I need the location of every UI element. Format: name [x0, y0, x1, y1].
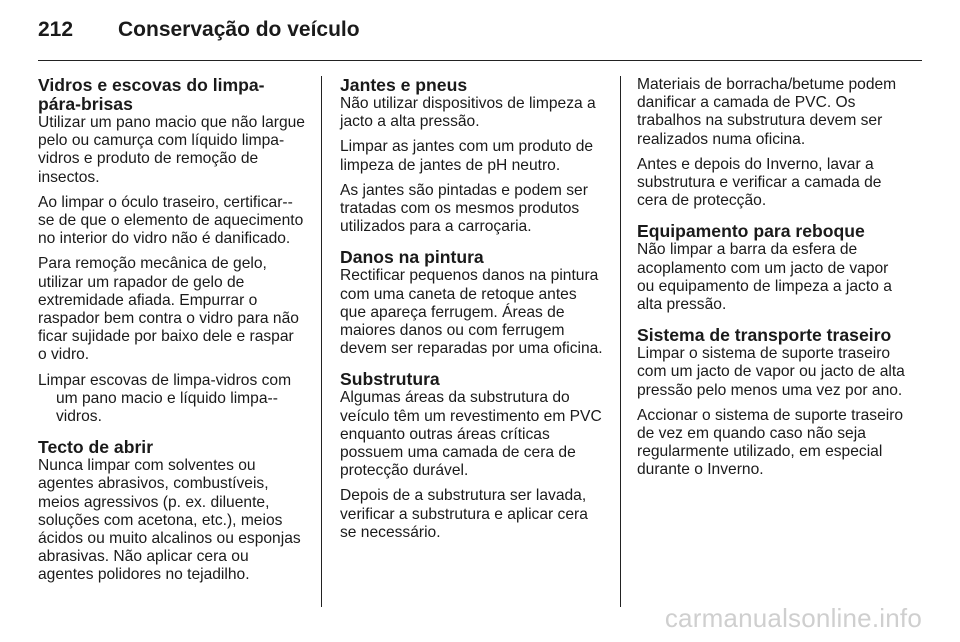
paragraph: Ao limpar o óculo traseiro, certificar--se de que o elemento de aquecimento no interior do vidro não é danificado.: [38, 193, 304, 248]
section-heading: Vidros e escovas do limpa-pára-brisas: [38, 75, 265, 114]
paragraph: Não utilizar dispositivos de limpeza a jacto a alta pressão.: [340, 95, 596, 131]
section-heading: Sistema de transporte traseiro: [637, 325, 892, 346]
paragraph: Limpar escovas de limpa-vidros com um pano macio e líquido limpa--vidros.: [38, 371, 292, 426]
section-heading: Danos na pintura: [340, 247, 484, 268]
paragraph: Limpar o sistema de suporte traseiro com um jacto de vapor ou jacto de alta pressão pelo menos uma vez por ano.: [637, 345, 905, 399]
paragraph: Para remoção mecânica de gelo, utilizar um rapador de gelo de extremidade afiada. Empurrar o raspador bem contra o vidro para não ficar sujidade por baixo dele e raspar o vidro.: [38, 255, 299, 364]
paragraph: Utilizar um pano macio que não largue pelo ou camurça com líquido limpa-vidros e produto de remoção de insectos.: [38, 114, 305, 186]
paragraph: As jantes são pintadas e podem ser tratadas com os mesmos produtos utilizados para a carroçaria.: [340, 181, 588, 236]
section-windows-wipers: [38, 76, 306, 426]
section-heading: Jantes e pneus: [340, 75, 468, 95]
running-title: Conservação do veículo: [118, 18, 360, 41]
column-divider: [321, 76, 322, 607]
section-towing-equipment: [637, 222, 905, 314]
section-underbody: [340, 370, 606, 542]
paragraph: Algumas áreas da substrutura do veículo têm um revestimento em PVC enquanto outras áreas críticas possuem uma camada de cera de protecção durável.: [340, 389, 602, 480]
section-underbody-continued: [637, 76, 905, 210]
column-divider: [620, 76, 621, 607]
column-2: [340, 76, 606, 549]
paragraph: Limpar as jantes com um produto de limpeza de jantes de pH neutro.: [340, 138, 594, 174]
paragraph: Materiais de borracha/betume podem danificar a camada de PVC. Os trabalhos na substrutura devem ser realizados numa oficina.: [637, 76, 897, 148]
header-rule: [38, 60, 922, 61]
column-3: [637, 76, 905, 487]
section-rear-carrier: [637, 326, 905, 479]
paragraph: Accionar o sistema de suporte traseiro de vez em quando caso não seja regularmente utilizado, em especial durante o Inverno.: [637, 406, 904, 479]
page-number: 212: [38, 18, 74, 41]
page-header: [38, 14, 922, 50]
paragraph: Antes e depois do Inverno, lavar a substrutura e verificar a camada de cera de protecção.: [637, 155, 882, 210]
paragraph: Não limpar a barra da esfera de acoplamento com um jacto de vapor ou equipamento de limpeza a jacto a alta pressão.: [637, 241, 892, 314]
section-heading: Tecto de abrir: [38, 437, 154, 458]
column-1: [38, 76, 306, 592]
paragraph: Depois de a substrutura ser lavada, verificar a substrutura e aplicar cera se necessário.: [340, 487, 588, 541]
section-heading: Substrutura: [340, 369, 440, 390]
section-paint-damage: [340, 248, 606, 358]
paragraph: Rectificar pequenos danos na pintura com uma caneta de retoque antes que apareça ferrugem. Áreas de maiores danos ou com ferrugem devem ser reparadas por uma oficina.: [340, 267, 603, 358]
watermark: carmanualsonline.info: [664, 603, 922, 633]
section-wheels-tyres: [340, 76, 606, 236]
paragraph: Nunca limpar com solventes ou agentes abrasivos, combustíveis, meios agressivos (p. ex. diluente, soluções com acetona, etc.), meios ácidos ou muito alcalinos ou esponjas abrasivas. Não aplicar cera ou agentes polidores no tejadilho.: [38, 457, 301, 584]
section-sunroof: [38, 438, 306, 584]
section-heading: Equipamento para reboque: [637, 221, 865, 242]
